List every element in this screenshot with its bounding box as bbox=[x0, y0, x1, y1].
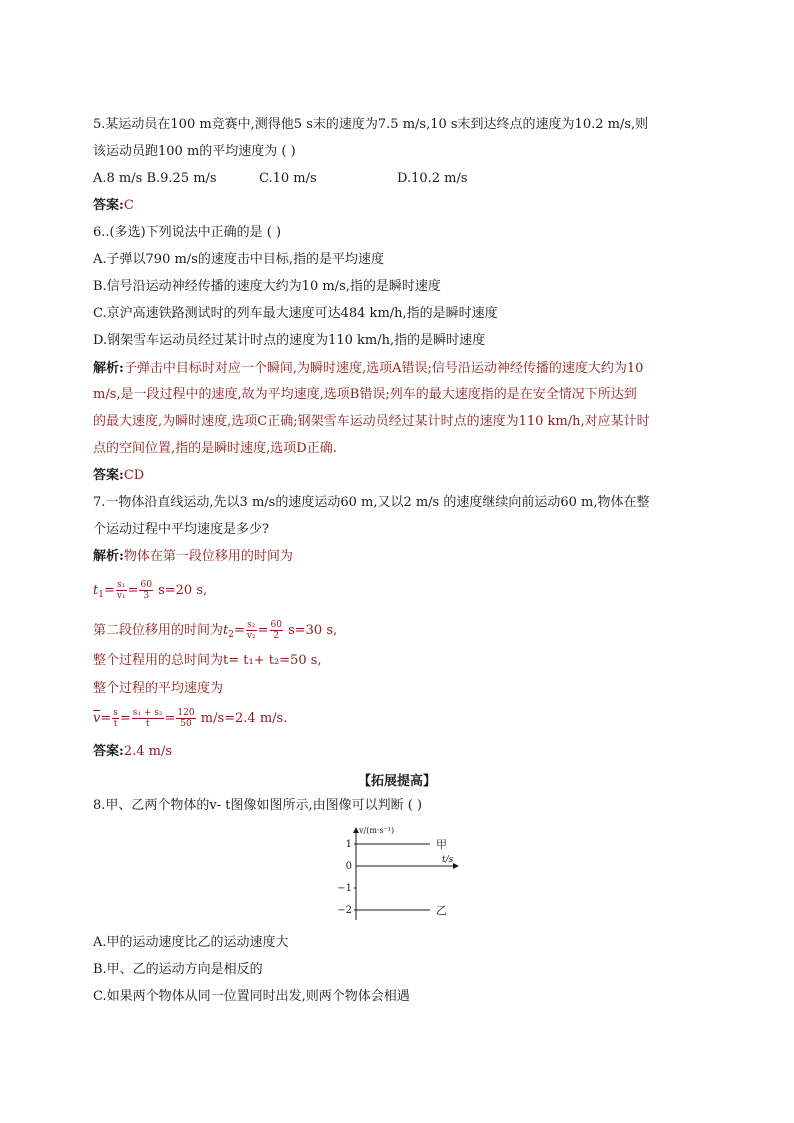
q7-t2-equation: 第二段位移用的时间为$t_2=$ $\frac{\text{s₂}}{\text{v₂}}$ = $\frac{60}{2}$ s=30 s, bbox=[93, 620, 338, 641]
q7-line2: 个运动过程中平均速度是多少? bbox=[93, 522, 269, 537]
q6-analysis-line3: 的最大速度,为瞬时速度,选项C正确;钢架雪车运动员经过某计时点的速度为110 km/h,对应某计时 bbox=[93, 414, 650, 429]
section-title: 【拓展提高】 bbox=[357, 774, 436, 789]
q5-line1: 5.某运动员在100 m竞赛中,测得他5 s末的速度为7.5 m/s,10 s末到达终点的速度为10.2 m/s,则 bbox=[93, 117, 649, 132]
q5-option-a: A.8 m/s bbox=[93, 171, 143, 186]
q6-option-d: D.钢架雪车运动员经过某计时点的速度为110 km/h,指的是瞬时速度 bbox=[93, 333, 486, 348]
series-label-1: 甲 bbox=[436, 838, 447, 851]
answer-value: CD bbox=[123, 468, 145, 483]
q6-stem: 6..(多选)下列说法中正确的是 ( ) bbox=[93, 225, 282, 240]
q7-answer bbox=[93, 743, 172, 761]
q7-velocity-equation: $\overline{v}=$ $\frac{s}{t}$ = $\frac{\text{s₁ + s₂}}{t}$ = $\frac{120}{50}$ m/s=2.4 m/s. bbox=[93, 708, 288, 729]
q7-line1: 7.一物体沿直线运动,先以3 m/s的速度运动60 m,又以2 m/s 的速度继续向前运动60 m,物体在整 bbox=[93, 495, 650, 510]
q6-option-a: A.子弹以790 m/s的速度击中目标,指的是平均速度 bbox=[93, 252, 384, 267]
y-tick-label: −1 bbox=[337, 883, 352, 894]
answer-label: 答案: bbox=[93, 744, 124, 759]
q5-options bbox=[93, 170, 468, 188]
fraction: $\frac{\text{s₂}}{\text{v₂}}$ bbox=[246, 620, 256, 641]
q6-option-c: C.京沪高速铁路测试时的列车最大速度可达484 km/h,指的是瞬时速度 bbox=[93, 306, 498, 321]
fraction: $\frac{120}{50}$ bbox=[177, 708, 195, 729]
q5-option-d: D.10.2 m/s bbox=[397, 171, 468, 186]
q5-option-c: C.10 m/s bbox=[259, 171, 317, 186]
answer-label: 答案: bbox=[93, 198, 124, 213]
series-label-2: 乙 bbox=[436, 904, 447, 917]
answer-value: 2.4 m/s bbox=[123, 744, 172, 759]
fraction: $\frac{\text{s₁}}{\text{v₁}}$ bbox=[116, 580, 126, 601]
y-axis-label: v/(m·s⁻¹) bbox=[359, 826, 395, 835]
fraction: $\frac{60}{2}$ bbox=[270, 620, 282, 641]
y-tick-label: 1 bbox=[345, 839, 352, 850]
fraction: $\frac{s}{t}$ bbox=[113, 708, 118, 729]
answer-label: 答案: bbox=[93, 468, 124, 483]
q6-analysis-line1: 解析:子弹击中目标时对应一个瞬间,为瞬时速度,选项A错误;信号沿运动神经传播的速度大约为10 bbox=[93, 361, 644, 376]
q6-option-b: B.信号沿运动神经传播的速度大约为10 m/s,指的是瞬时速度 bbox=[93, 279, 441, 294]
q7-total-time: 整个过程用的总时间为t= t₁+ t₂=50 s, bbox=[93, 653, 322, 668]
q7-analysis-line1: 解析:物体在第一段位移用的时间为 bbox=[93, 549, 293, 564]
q5-option-b: B.9.25 m/s bbox=[146, 171, 217, 186]
q5-answer bbox=[93, 197, 134, 215]
analysis-label: 解析: bbox=[93, 361, 124, 376]
q8-option-b: B.甲、乙的运动方向是相反的 bbox=[93, 962, 263, 977]
q6-analysis-line4: 点的空间位置,指的是瞬时速度,选项D正确. bbox=[93, 441, 337, 456]
q5-line2: 该运动员跑100 m的平均速度为 ( ) bbox=[93, 144, 296, 159]
q6-answer bbox=[93, 467, 144, 485]
q8-option-a: A.甲的运动速度比乙的运动速度大 bbox=[93, 935, 289, 950]
y-tick-label: 0 bbox=[345, 861, 352, 872]
x-axis-label: t/s bbox=[442, 855, 454, 865]
vt-chart bbox=[330, 820, 470, 924]
q6-analysis-line2: m/s,是一段过程中的速度,故为平均速度,选项B错误;列车的最大速度指的是在安全情况下所达到 bbox=[93, 387, 637, 402]
analysis-label: 解析: bbox=[93, 549, 124, 564]
y-tick-label: −2 bbox=[337, 905, 352, 916]
q8-option-c: C.如果两个物体从同一位置同时出发,则两个物体会相遇 bbox=[93, 989, 410, 1004]
q8-stem: 8.甲、乙两个物体的v- t图像如图所示,由图像可以判断 ( ) bbox=[93, 798, 423, 813]
q7-t1-equation: $t_1=$ $\frac{\text{s₁}}{\text{v₁}}$ = $\frac{60}{3}$ s=20 s, bbox=[93, 580, 208, 601]
fraction: $\frac{60}{3}$ bbox=[140, 580, 152, 601]
fraction: $\frac{\text{s₁ + s₂}}{t}$ bbox=[132, 708, 163, 729]
answer-value: C bbox=[123, 198, 134, 213]
q7-analysis-line4: 整个过程的平均速度为 bbox=[93, 681, 224, 696]
